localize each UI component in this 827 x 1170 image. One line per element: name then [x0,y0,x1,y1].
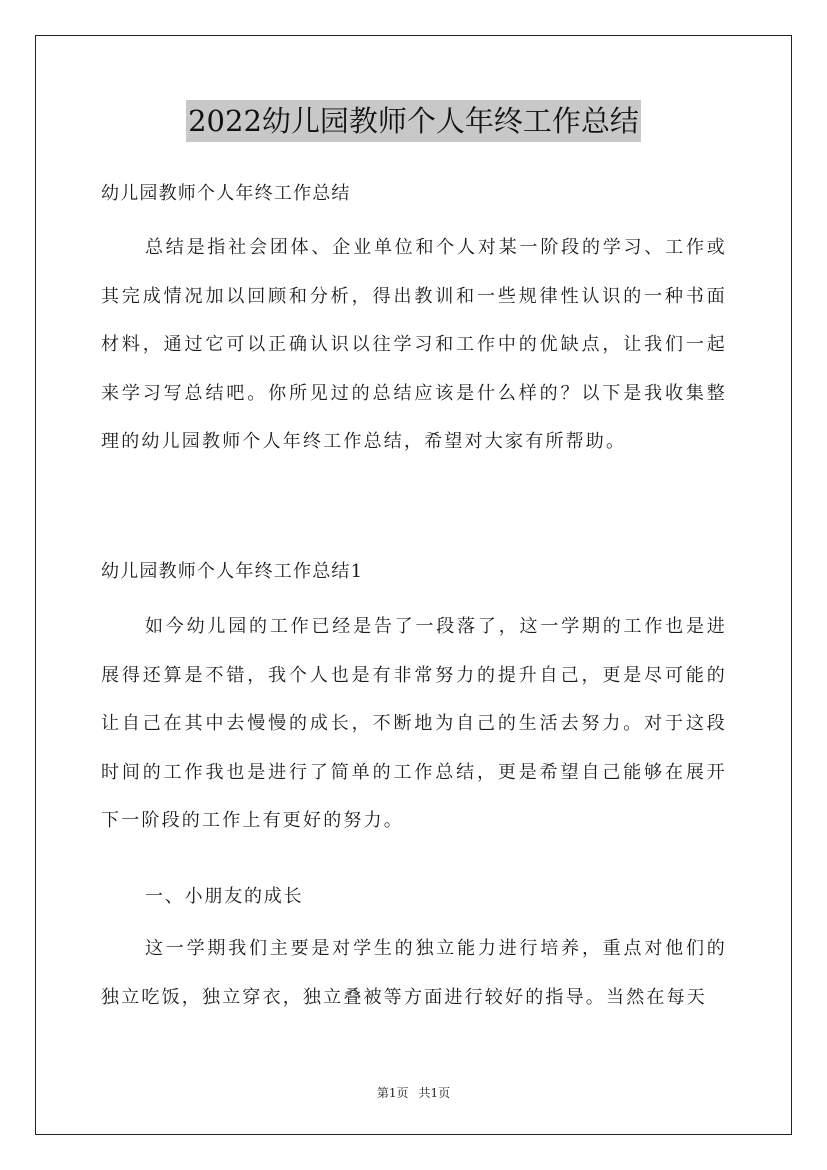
heading-one: 一、小朋友的成长 [145,886,304,907]
page-footer [0,1084,827,1101]
page-number: 第1页 [376,1086,409,1100]
page-total: 共1页 [418,1086,451,1100]
document-title: 2022幼儿园教师个人年终工作总结 [186,100,641,142]
section-title: 幼儿园教师个人年终工作总结1 [101,561,364,582]
section-paragraph: 如今幼儿园的工作已经是告了一段落了，这一学期的工作也是进展得还算是不错，我个人也是有非常努力的提升自己，更是尽可能的让自己在其中去慢慢的成长，不断地为自己的生活去努力。对于这段时间的工作我也是进行了简单的工作总结，更是希望自己能够在展开下一阶段的工作上有更好的努力。 [101,616,727,831]
section-body [101,603,727,846]
heading-one-body [101,925,727,1022]
document-subtitle: 幼儿园教师个人年终工作总结 [101,183,351,204]
heading-one-paragraph: 这一学期我们主要是对学生的独立能力进行培养，重点对他们的独立吃饭，独立穿衣，独立叠被等方面进行较好的指导。当然在每天 [101,938,727,1008]
title-container [0,100,827,142]
intro-paragraph: 总结是指社会团体、企业单位和个人对某一阶段的学习、工作或其完成情况加以回顾和分析，得出教训和一些规律性认识的一种书面材料，通过它可以正确认识以往学习和工作中的优缺点，让我们一起来学习写总结吧。你所见过的总结应该是什么样的？以下是我收集整理的幼儿园教师个人年终工作总结，希望对大家有所帮助。 [101,237,727,452]
intro-section [101,224,727,467]
